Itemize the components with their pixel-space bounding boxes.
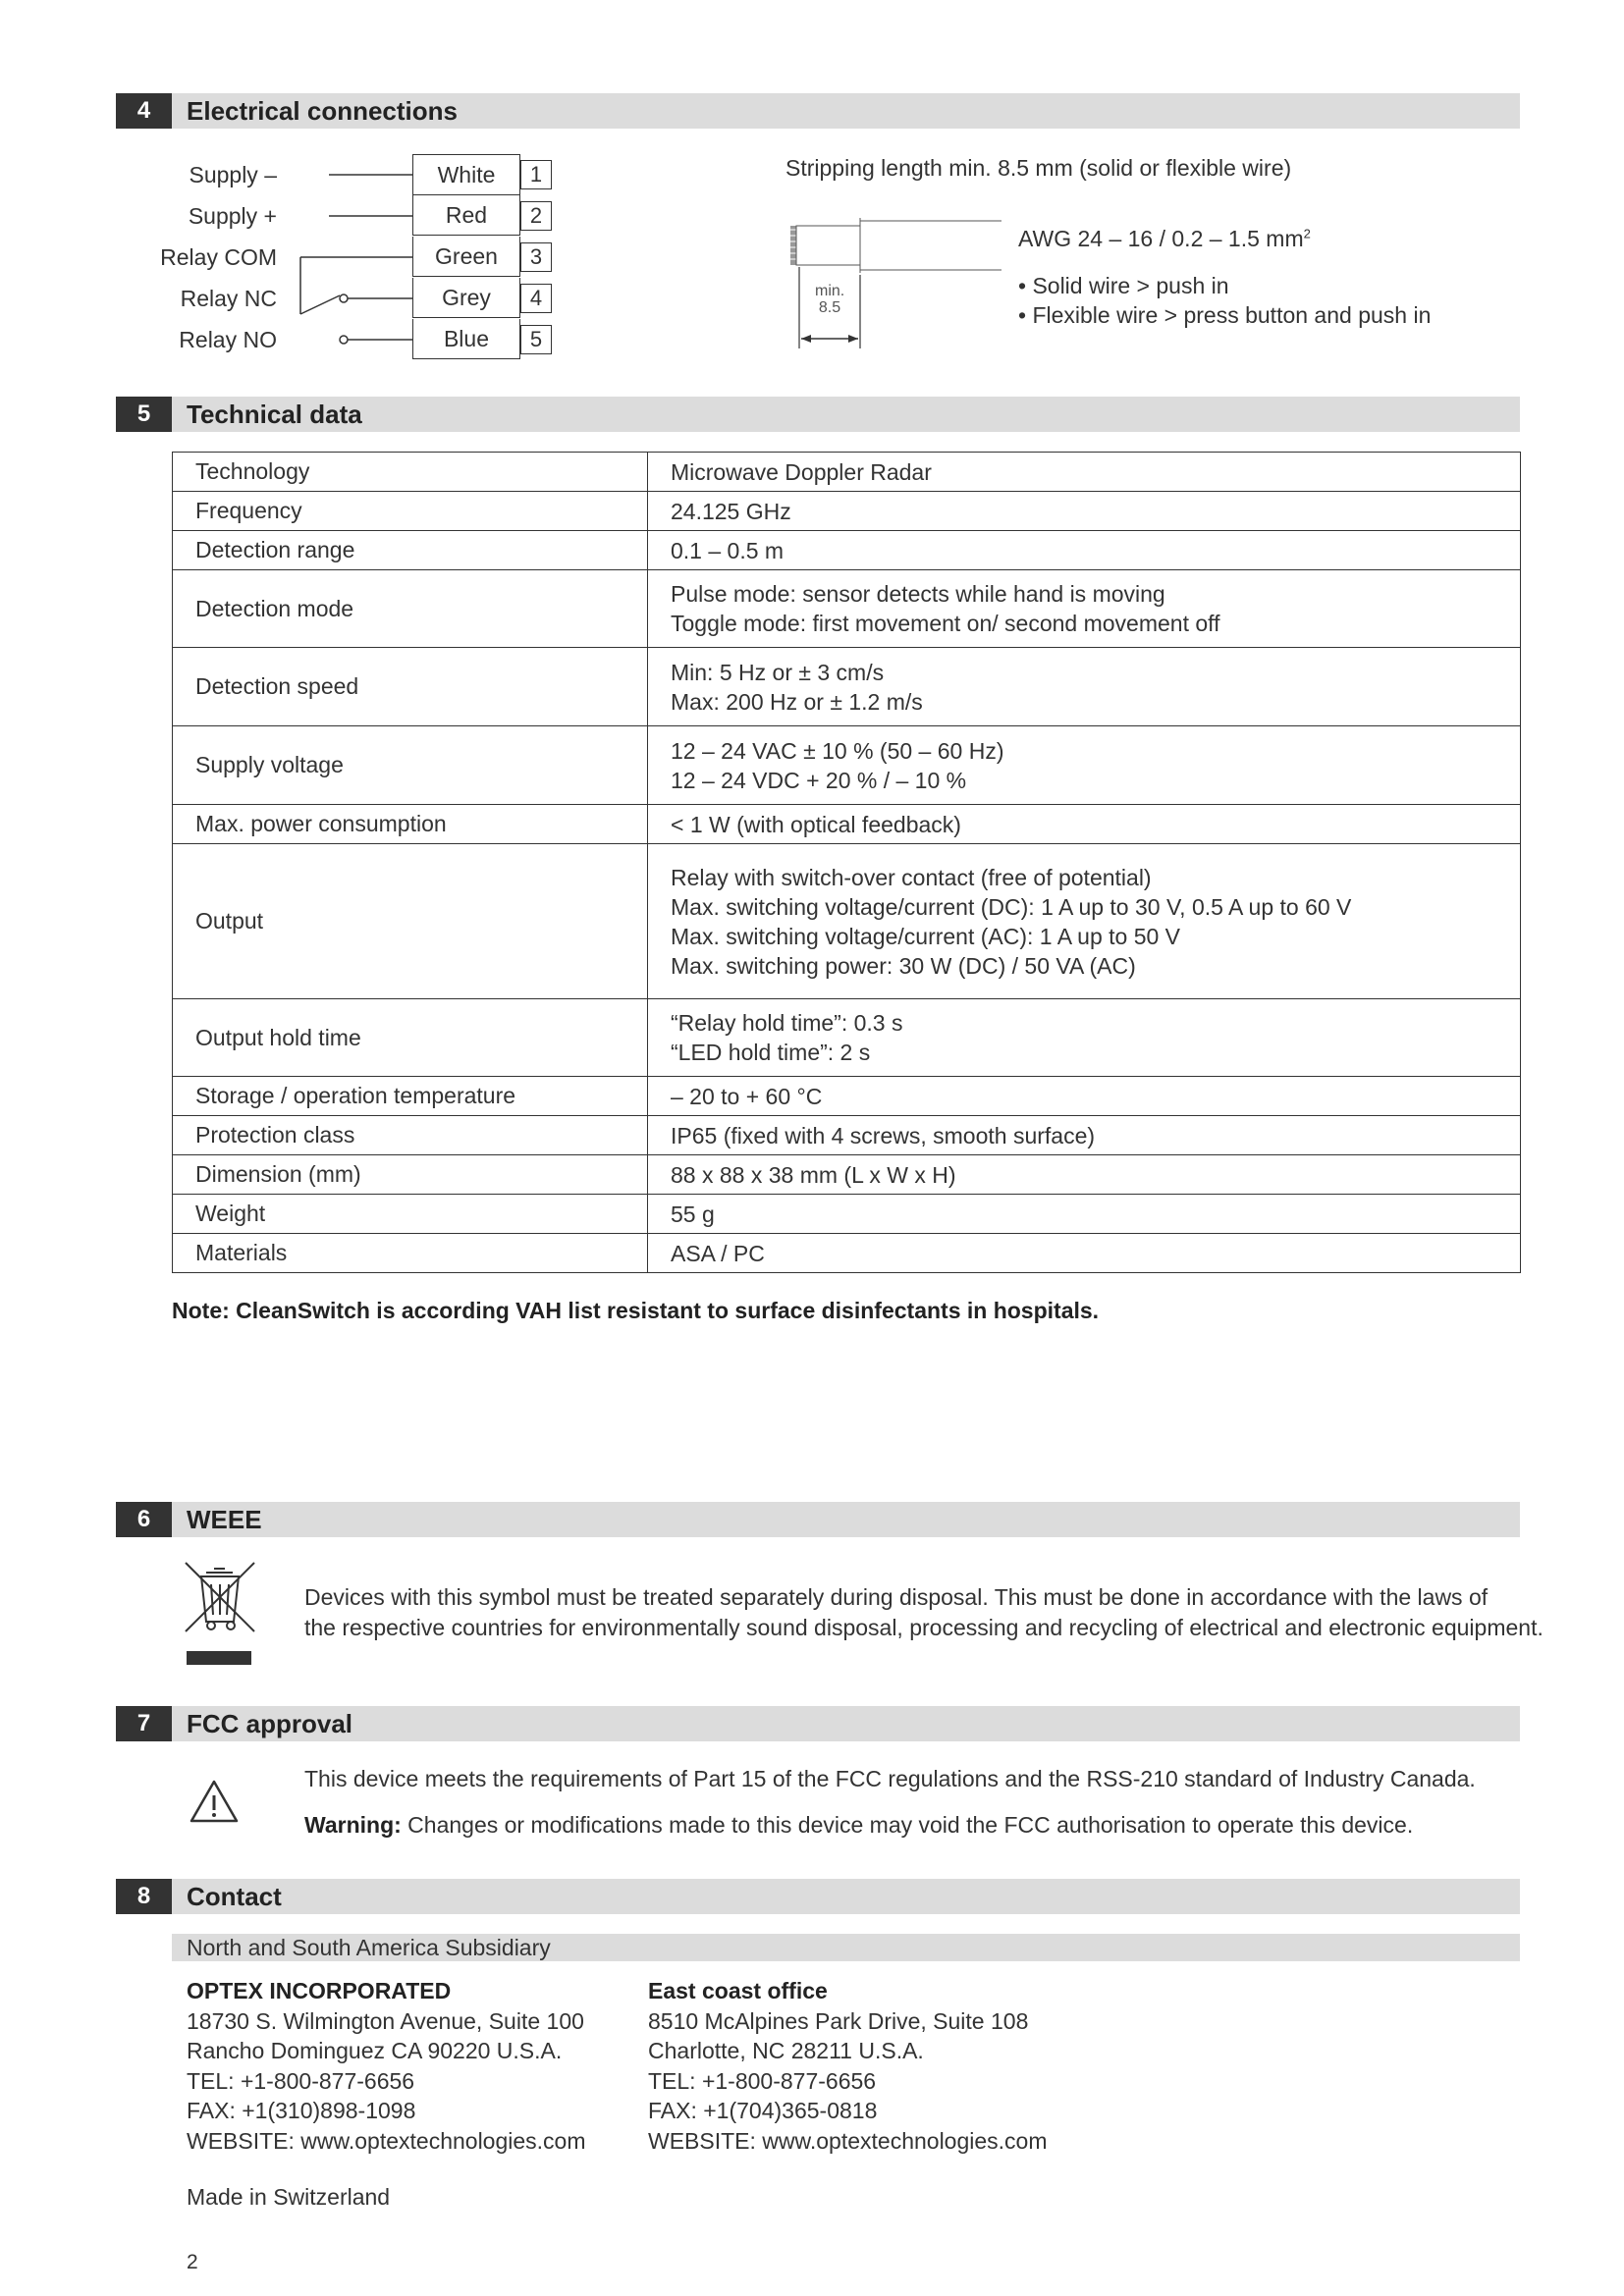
spec-value [648, 1077, 1521, 1116]
spec-key: Output [173, 844, 648, 999]
office-name: East coast office [648, 1978, 828, 2003]
spec-value-line: “Relay hold time”: 0.3 s [671, 1010, 903, 1036]
weee-text-line: the respective countries for environmentally sound disposal, processing and recycling of electrical and electronic equipment. [304, 1615, 1543, 1640]
weee-bin-icon [182, 1561, 260, 1674]
address-line: 8510 McAlpines Park Drive, Suite 108 [648, 2007, 1029, 2034]
wire-label: Relay COM [160, 244, 277, 270]
spec-value [648, 1195, 1521, 1234]
stripping-length-text: Stripping length min. 8.5 mm (solid or flexible wire) [785, 155, 1292, 181]
wire-label: Supply – [189, 162, 277, 187]
address-line: 18730 S. Wilmington Avenue, Suite 100 [187, 2007, 584, 2034]
section-title: Technical data [187, 400, 362, 429]
table-row [173, 531, 1521, 570]
address-block-right [648, 1976, 1048, 2156]
spec-value-line: Min: 5 Hz or ± 3 cm/s [671, 659, 885, 685]
awg-spec [1018, 226, 1311, 252]
section-number: 7 [116, 1706, 172, 1741]
address-block-left [187, 1976, 586, 2156]
wire-label: Supply + [188, 203, 277, 229]
section-title: Contact [187, 1882, 282, 1911]
disinfectant-note: Note: CleanSwitch is according VAH list resistant to surface disinfectants in hospitals. [172, 1298, 1100, 1323]
awg-text: AWG 24 – 16 / 0.2 – 1.5 mm [1018, 226, 1304, 251]
section-number: 8 [116, 1879, 172, 1914]
warning-label: Warning: [304, 1812, 402, 1838]
spec-key: Output hold time [173, 999, 648, 1077]
min-value: 8.5 [818, 299, 841, 316]
spec-key: Frequency [173, 492, 648, 531]
spec-value [648, 1155, 1521, 1195]
spec-value-line: Pulse mode: sensor detects while hand is moving [671, 581, 1165, 607]
spec-value [648, 648, 1521, 726]
phone: TEL: +1-800-877-6656 [187, 2067, 415, 2094]
section-number: 6 [116, 1502, 172, 1537]
wire-color-box: Blue [412, 319, 520, 359]
weee-text-line: Devices with this symbol must be treated separately during disposal. This must be done in accordance with the laws of [304, 1584, 1489, 1610]
spec-value-line: Max. switching voltage/current (DC): 1 A up to 30 V, 0.5 A up to 60 V [671, 893, 1352, 920]
spec-value-line: Microwave Doppler Radar [671, 458, 932, 485]
spec-key: Detection range [173, 531, 648, 570]
spec-value-line: < 1 W (with optical feedback) [671, 811, 961, 837]
table-row [173, 1116, 1521, 1155]
bullet-flexible-wire: • Flexible wire > press button and push in [1018, 302, 1432, 328]
spec-key: Materials [173, 1234, 648, 1273]
table-row [173, 1234, 1521, 1273]
spec-key: Technology [173, 453, 648, 492]
wire-label: Relay NO [179, 327, 277, 352]
terminal-number: 2 [520, 201, 552, 231]
spec-value [648, 531, 1521, 570]
table-row [173, 453, 1521, 492]
spec-value-line: Max. switching voltage/current (AC): 1 A up to 50 V [671, 923, 1181, 949]
spec-value-line: 24.125 GHz [671, 498, 791, 524]
min-label: min. [815, 283, 845, 299]
terminal-number: 1 [520, 160, 552, 189]
spec-value-line: Max. switching power: 30 W (DC) / 50 VA (AC) [671, 952, 1136, 979]
wire-label: Relay NC [180, 286, 277, 311]
spec-value [648, 570, 1521, 648]
table-row [173, 844, 1521, 999]
fcc-text: This device meets the requirements of Part 15 of the FCC regulations and the RSS-210 standard of Industry Canada. [304, 1766, 1476, 1791]
spec-key: Supply voltage [173, 726, 648, 805]
section-number: 5 [116, 397, 172, 432]
table-row [173, 726, 1521, 805]
terminal-number: 4 [520, 284, 552, 313]
warning-icon [189, 1779, 240, 1824]
spec-key: Detection mode [173, 570, 648, 648]
spec-value [648, 492, 1521, 531]
spec-value-line: – 20 to + 60 °C [671, 1083, 823, 1109]
spec-key: Protection class [173, 1116, 648, 1155]
spec-value [648, 844, 1521, 999]
phone: TEL: +1-800-877-6656 [648, 2067, 877, 2094]
section-title: WEEE [187, 1505, 262, 1534]
spec-value-line: Relay with switch-over contact (free of potential) [671, 864, 1152, 890]
spec-key: Detection speed [173, 648, 648, 726]
section-number: 4 [116, 93, 172, 129]
section-title: FCC approval [187, 1709, 353, 1738]
bullet-solid-wire: • Solid wire > push in [1018, 273, 1229, 298]
awg-superscript: 2 [1303, 226, 1311, 241]
subsidiary-bar: North and South America Subsidiary [172, 1934, 1520, 1961]
spec-value-line: 12 – 24 VDC + 20 % / – 10 % [671, 767, 967, 793]
table-row [173, 570, 1521, 648]
spec-value [648, 999, 1521, 1077]
spec-key: Dimension (mm) [173, 1155, 648, 1195]
wiring-lines [285, 152, 422, 363]
spec-value-line: 88 x 88 x 38 mm (L x W x H) [671, 1161, 956, 1188]
wire-color-box: White [412, 154, 520, 195]
spec-value-line: ASA / PC [671, 1240, 765, 1266]
page-number: 2 [187, 2251, 198, 2273]
spec-value [648, 805, 1521, 844]
wire-color-box: Green [412, 237, 520, 277]
spec-value [648, 1116, 1521, 1155]
address-line: Rancho Dominguez CA 90220 U.S.A. [187, 2038, 563, 2063]
table-row [173, 1155, 1521, 1195]
fax: FAX: +1(704)365-0818 [648, 2098, 878, 2123]
spec-value-line: 55 g [671, 1201, 715, 1227]
spec-value [648, 1234, 1521, 1273]
spec-value-line: IP65 (fixed with 4 screws, smooth surface) [671, 1122, 1096, 1148]
wire-color-box: Red [412, 195, 520, 236]
table-row [173, 805, 1521, 844]
website: WEBSITE: www.optextechnologies.com [187, 2127, 586, 2154]
warning-text: Changes or modifications made to this device may void the FCC authorisation to operate this device. [401, 1812, 1414, 1838]
spec-value-line: “LED hold time”: 2 s [671, 1040, 871, 1065]
terminal-number: 5 [520, 325, 552, 354]
spec-value-line: 12 – 24 VAC ± 10 % (50 – 60 Hz) [671, 737, 1004, 764]
table-row [173, 1077, 1521, 1116]
spec-value-line: 0.1 – 0.5 m [671, 537, 785, 563]
table-row [173, 1195, 1521, 1234]
company-name: OPTEX INCORPORATED [187, 1978, 452, 2003]
spec-value [648, 453, 1521, 492]
technical-data-table [172, 452, 1521, 1273]
address-line: Charlotte, NC 28211 U.S.A. [648, 2038, 924, 2063]
table-row [173, 492, 1521, 531]
table-row [173, 648, 1521, 726]
section-header-bar [116, 1502, 1520, 1537]
spec-value-line: Max: 200 Hz or ± 1.2 m/s [671, 688, 923, 715]
table-row [173, 999, 1521, 1077]
fax: FAX: +1(310)898-1098 [187, 2098, 416, 2123]
terminal-number: 3 [520, 242, 552, 272]
section-header-bar [116, 1879, 1520, 1914]
made-in: Made in Switzerland [187, 2184, 391, 2210]
spec-key: Max. power consumption [173, 805, 648, 844]
wire-color-box: Grey [412, 278, 520, 318]
spec-value [648, 726, 1521, 805]
wire-strip-drawing [785, 206, 1031, 353]
fcc-warning [304, 1812, 1413, 1839]
section-title: Electrical connections [187, 96, 458, 126]
website: WEBSITE: www.optextechnologies.com [648, 2127, 1048, 2154]
spec-value-line: Toggle mode: first movement on/ second movement off [671, 611, 1220, 636]
spec-key: Weight [173, 1195, 648, 1234]
spec-key: Storage / operation temperature [173, 1077, 648, 1116]
